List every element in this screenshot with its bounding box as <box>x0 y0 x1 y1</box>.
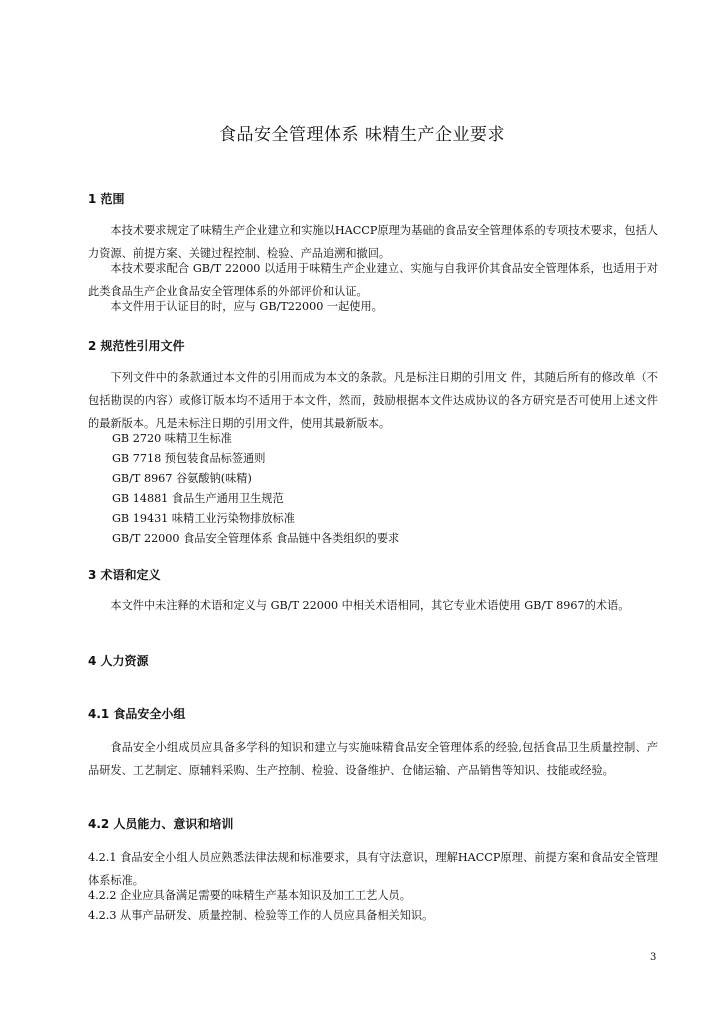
reference-item: GB 14881 食品生产通用卫生规范 <box>112 492 284 505</box>
document-title: 食品安全管理体系 味精生产企业要求 <box>219 125 505 145</box>
clause-4-2-2: 4.2.2 企业应具备满足需要的味精生产基本知识及加工工艺人员。 <box>88 889 411 902</box>
section-2-paragraph-1: 下列文件中的条款通过本文件的引用而成为本文的条款。凡是标注日期的引用文 件，其随后所有的修改单（不包括勘误的内容）或修订版本均不适用于本文件，然而，鼓励根据本文件达成协议的各方研究是否可使用上述文件的最新版本。凡是未标注日期的引用文件，使用其最新版本。 <box>88 371 658 430</box>
section-1-paragraph-2: 本技术要求配合 GB/T 22000 以适用于味精生产企业建立、实施与自我评价其食品安全管理体系，也适用于对此类食品生产企业食品安全管理体系的外部评价和认证。 <box>88 262 658 298</box>
section-1-paragraph-1: 本技术要求规定了味精生产企业建立和实施以HACCP原理为基础的食品安全管理体系的专项技术要求，包括人力资源、前提方案、关键过程控制、检验、产品追溯和撤回。 <box>88 224 658 260</box>
section-4-heading: 4 人力资源 <box>88 654 149 668</box>
section-1-paragraph-3: 本文件用于认证目的时，应与 GB/T22000 一起使用。 <box>110 300 383 313</box>
section-2-heading: 2 规范性引用文件 <box>88 339 185 353</box>
page-number: 3 <box>650 952 657 963</box>
section-3-paragraph-1: 本文件中未注释的术语和定义与 GB/T 22000 中相关术语相同，其它专业术语使用 GB/T 8967的术语。 <box>110 599 630 612</box>
reference-item: GB 7718 预包装食品标签通则 <box>112 452 266 465</box>
section-3-heading: 3 术语和定义 <box>88 568 161 582</box>
subsection-4-1-paragraph: 食品安全小组成员应具备多学科的知识和建立与实施味精食品安全管理体系的经验,包括食品卫生质量控制、产品研发、工艺制定、原辅料采购、生产控制、检验、设备维护、仓储运输、产品销售等知识、技能或经验。 <box>88 741 658 777</box>
reference-item: GB/T 22000 食品安全管理体系 食品链中各类组织的要求 <box>112 532 400 545</box>
subsection-4-2-heading: 4.2 人员能力、意识和培训 <box>88 817 234 831</box>
clause-4-2-1: 4.2.1 食品安全小组人员应熟悉法律法规和标准要求，具有守法意识，理解HACCP原理、前提方案和食品安全管理体系标准。 <box>88 851 658 887</box>
section-1-heading: 1 范围 <box>88 192 125 206</box>
reference-item: GB 19431 味精工业污染物排放标准 <box>112 512 295 525</box>
reference-item: GB/T 8967 谷氨酸钠(味精) <box>112 472 252 485</box>
subsection-4-1-heading: 4.1 食品安全小组 <box>88 707 186 721</box>
clause-4-2-3: 4.2.3 从事产品研发、质量控制、检验等工作的人员应具备相关知识。 <box>88 909 434 922</box>
reference-item: GB 2720 味精卫生标准 <box>112 432 232 445</box>
